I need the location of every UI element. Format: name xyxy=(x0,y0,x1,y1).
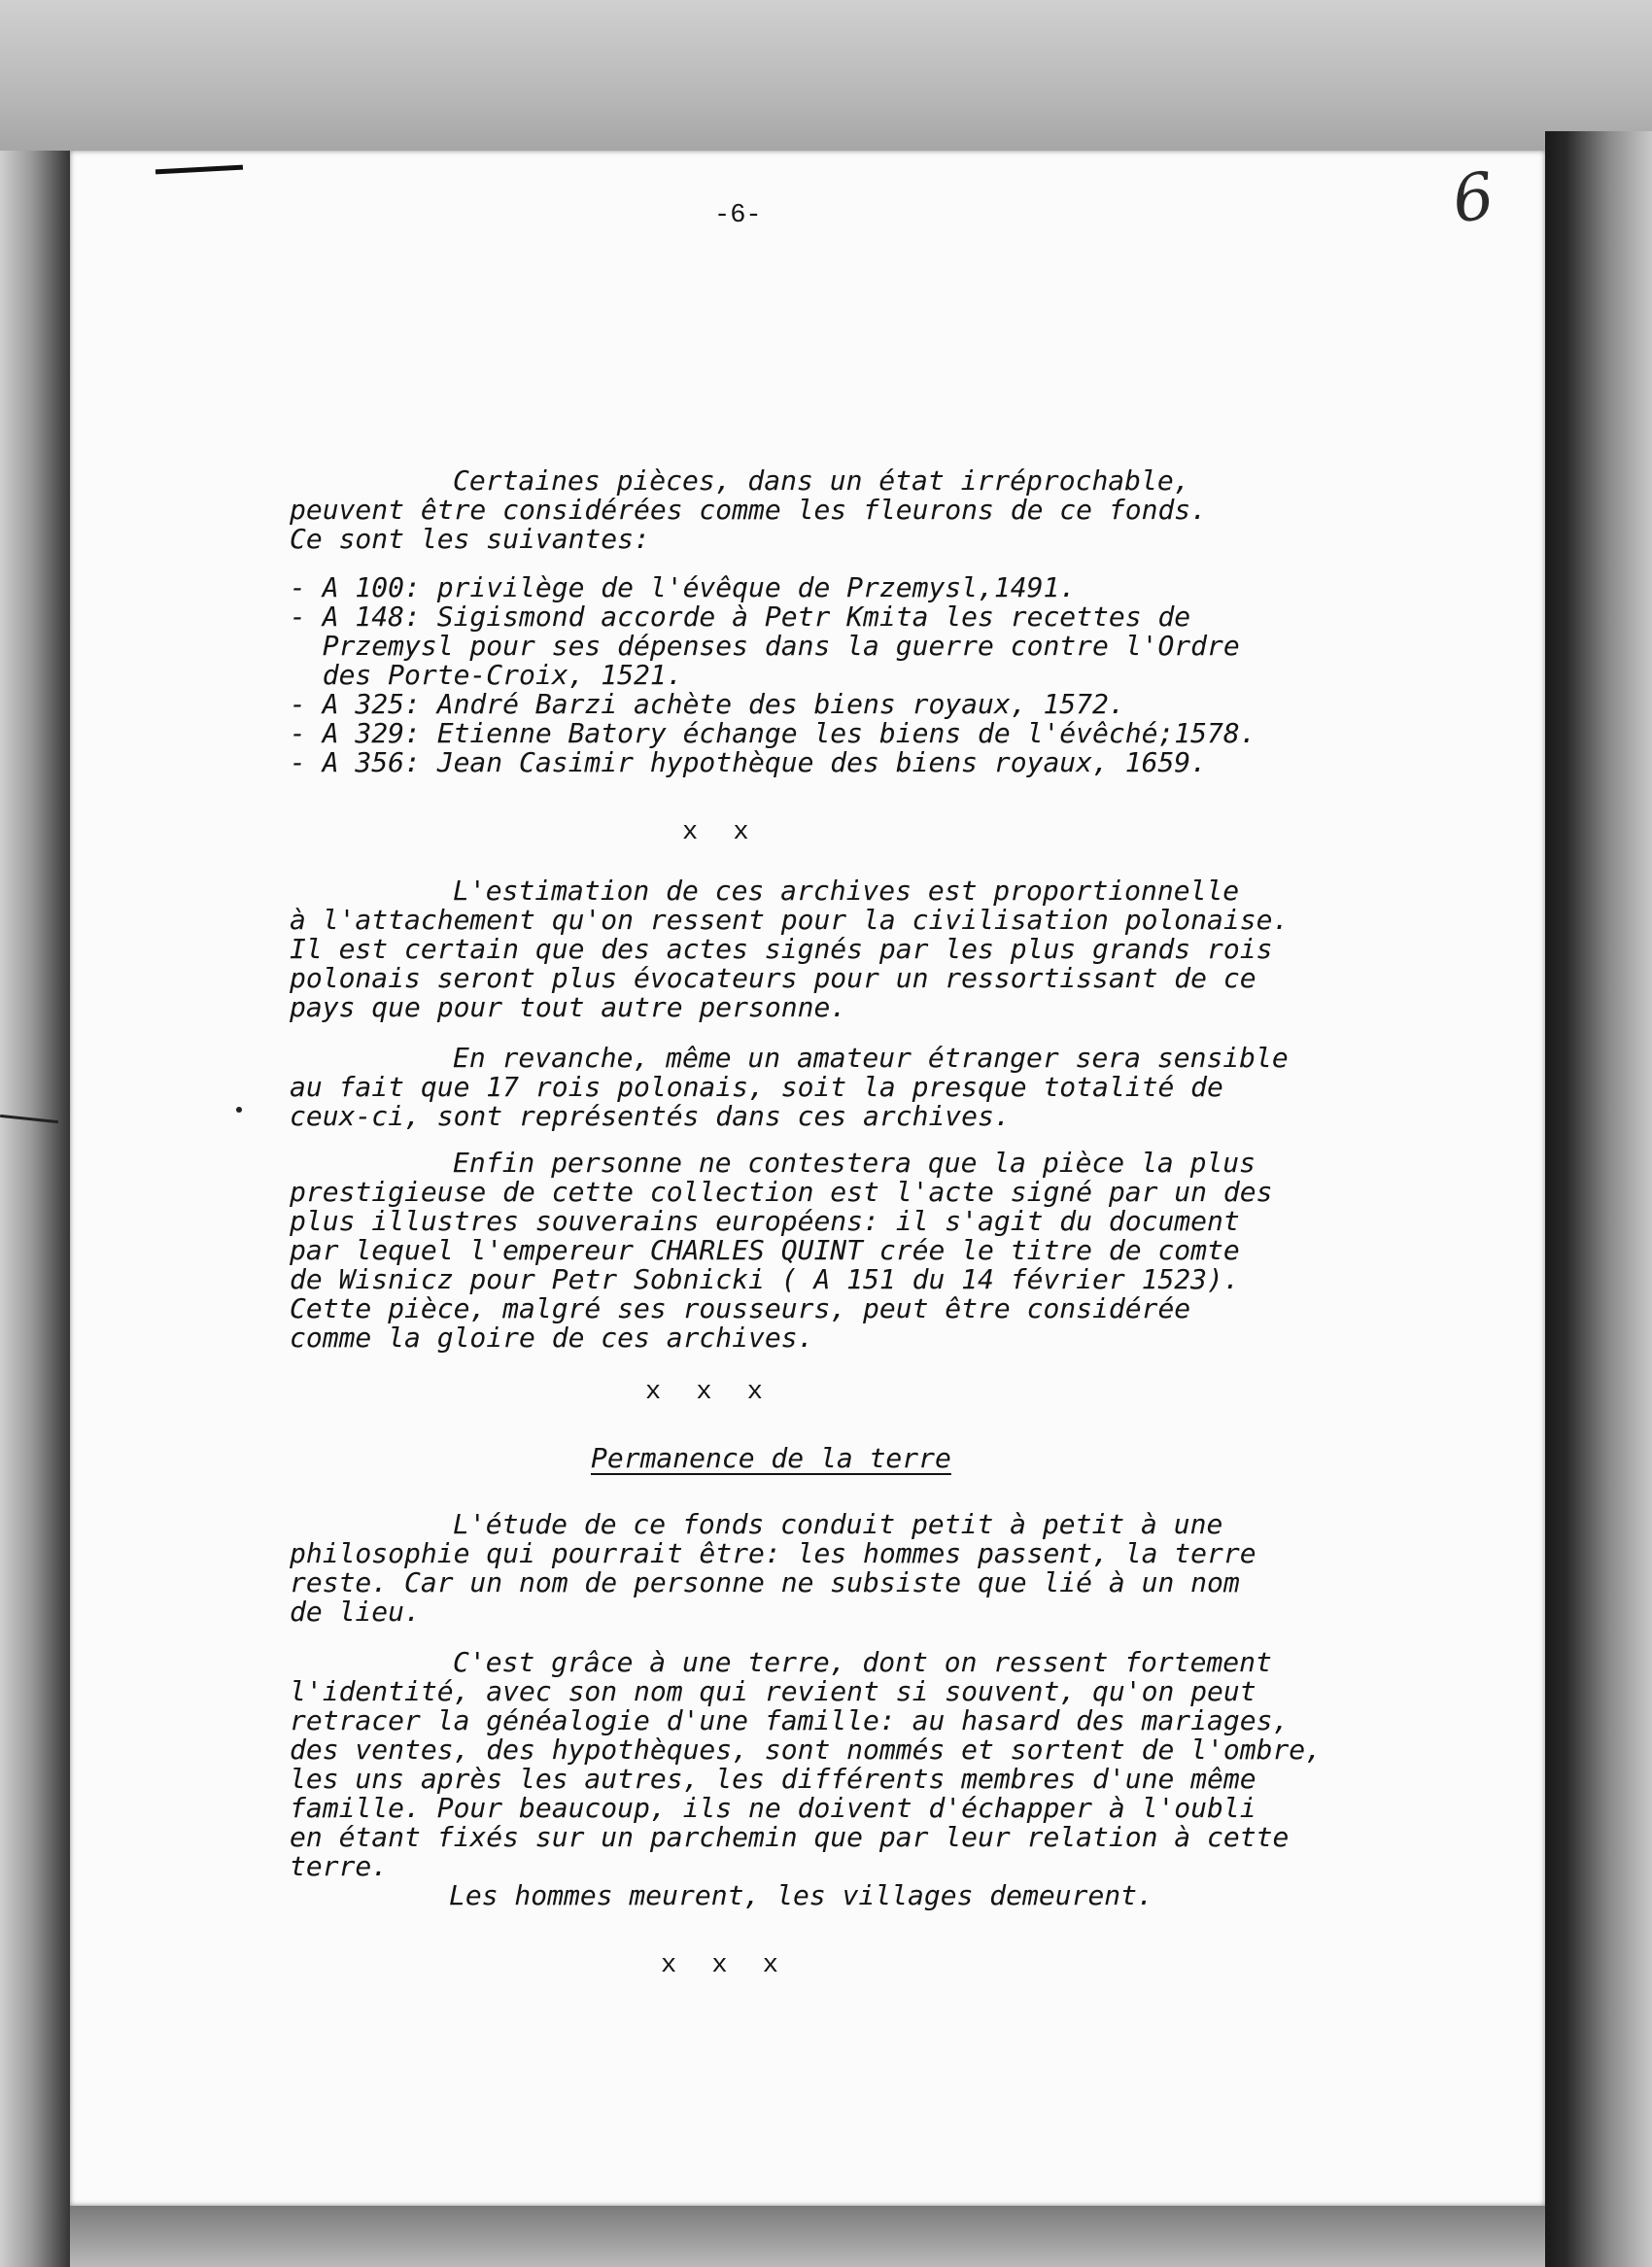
section-heading: Permanence de la terre xyxy=(591,1442,951,1474)
paragraph-line: Les hommes meurent, les villages demeurent. xyxy=(449,1879,1153,1911)
page-number: -6- xyxy=(714,201,762,230)
list-item: - A 100: privilège de l'évêque de Przemysl,1491. xyxy=(290,571,1077,603)
paragraph-line: à l'attachement qu'on ressent pour la civilisation polonaise. xyxy=(290,904,1290,936)
paragraph-line: philosophie qui pourrait être: les hommes passent, la terre xyxy=(290,1537,1256,1569)
paragraph-line: prestigieuse de cette collection est l'acte signé par un des xyxy=(290,1176,1273,1208)
paragraph-line: retracer la généalogie d'une famille: au hasard des mariages, xyxy=(290,1704,1290,1736)
paragraph-line: au fait que 17 rois polonais, soit la presque totalité de xyxy=(290,1071,1223,1103)
paragraph-line: C'est grâce à une terre, dont on ressent fortement xyxy=(453,1646,1272,1678)
paragraph-line: de lieu. xyxy=(290,1596,421,1628)
intro-line: peuvent être considérées comme les fleurons de ce fonds. xyxy=(290,494,1208,526)
scan-bottom-border xyxy=(70,2206,1545,2267)
paragraph-line: par lequel l'empereur CHARLES QUINT crée le titre de comte xyxy=(290,1234,1240,1266)
paragraph-line: de Wisnicz pour Petr Sobnicki ( A 151 du 14 février 1523). xyxy=(290,1263,1240,1295)
list-item: Przemysl pour ses dépenses dans la guerre contre l'Ordre xyxy=(290,630,1240,662)
section-separator: x x x xyxy=(661,1951,789,1980)
intro-line: Ce sont les suivantes: xyxy=(290,523,650,555)
intro-line: Certaines pièces, dans un état irréprochable, xyxy=(453,464,1190,497)
paragraph-line: terre. xyxy=(290,1850,389,1882)
handwritten-page-number: 6 xyxy=(1447,157,1499,238)
paragraph-line: polonais seront plus évocateurs pour un ressortissant de ce xyxy=(290,962,1256,994)
paragraph-line: En revanche, même un amateur étranger sera sensible xyxy=(453,1042,1289,1074)
list-item: - A 148: Sigismond accorde à Petr Kmita les recettes de xyxy=(290,601,1191,633)
section-separator: x x x xyxy=(645,1378,774,1407)
scan-top-border xyxy=(0,0,1652,151)
paragraph-line: Enfin personne ne contestera que la pièce la plus xyxy=(453,1147,1256,1179)
paragraph-line: les uns après les autres, les différents membres d'une même xyxy=(290,1763,1256,1795)
paragraph-line: comme la gloire de ces archives. xyxy=(290,1322,814,1354)
paragraph-line: plus illustres souverains européens: il s'agit du document xyxy=(290,1205,1240,1237)
margin-dot xyxy=(236,1107,242,1113)
list-item: - A 329: Etienne Batory échange les biens de l'évêché;1578. xyxy=(290,717,1256,749)
list-item: des Porte-Croix, 1521. xyxy=(290,659,683,691)
paragraph-line: Cette pièce, malgré ses rousseurs, peut être considérée xyxy=(290,1292,1191,1324)
paragraph-line: L'estimation de ces archives est proportionnelle xyxy=(453,875,1240,907)
list-item: - A 356: Jean Casimir hypothèque des biens royaux, 1659. xyxy=(290,746,1208,778)
scan-right-border xyxy=(1545,131,1652,2267)
paragraph-line: ceux-ci, sont représentés dans ces archives. xyxy=(290,1100,1011,1132)
paragraph-line: l'identité, avec son nom qui revient si souvent, qu'on peut xyxy=(290,1675,1256,1707)
paragraph-line: reste. Car un nom de personne ne subsiste que lié à un nom xyxy=(290,1566,1240,1598)
scan-left-border xyxy=(0,151,70,2267)
paragraph-line: pays que pour tout autre personne. xyxy=(290,991,847,1023)
paragraph-line: Il est certain que des actes signés par les plus grands rois xyxy=(290,933,1273,965)
paragraph-line: en étant fixés sur un parchemin que par leur relation à cette xyxy=(290,1821,1290,1853)
list-item: - A 325: André Barzi achète des biens royaux, 1572. xyxy=(290,688,1125,720)
paragraph-line: L'étude de ce fonds conduit petit à petit à une xyxy=(453,1508,1223,1540)
paragraph-line: des ventes, des hypothèques, sont nommés et sortent de l'ombre, xyxy=(290,1734,1323,1766)
paragraph-line: famille. Pour beaucoup, ils ne doivent d'échapper à l'oubli xyxy=(290,1792,1256,1824)
section-separator: x x xyxy=(682,818,759,847)
